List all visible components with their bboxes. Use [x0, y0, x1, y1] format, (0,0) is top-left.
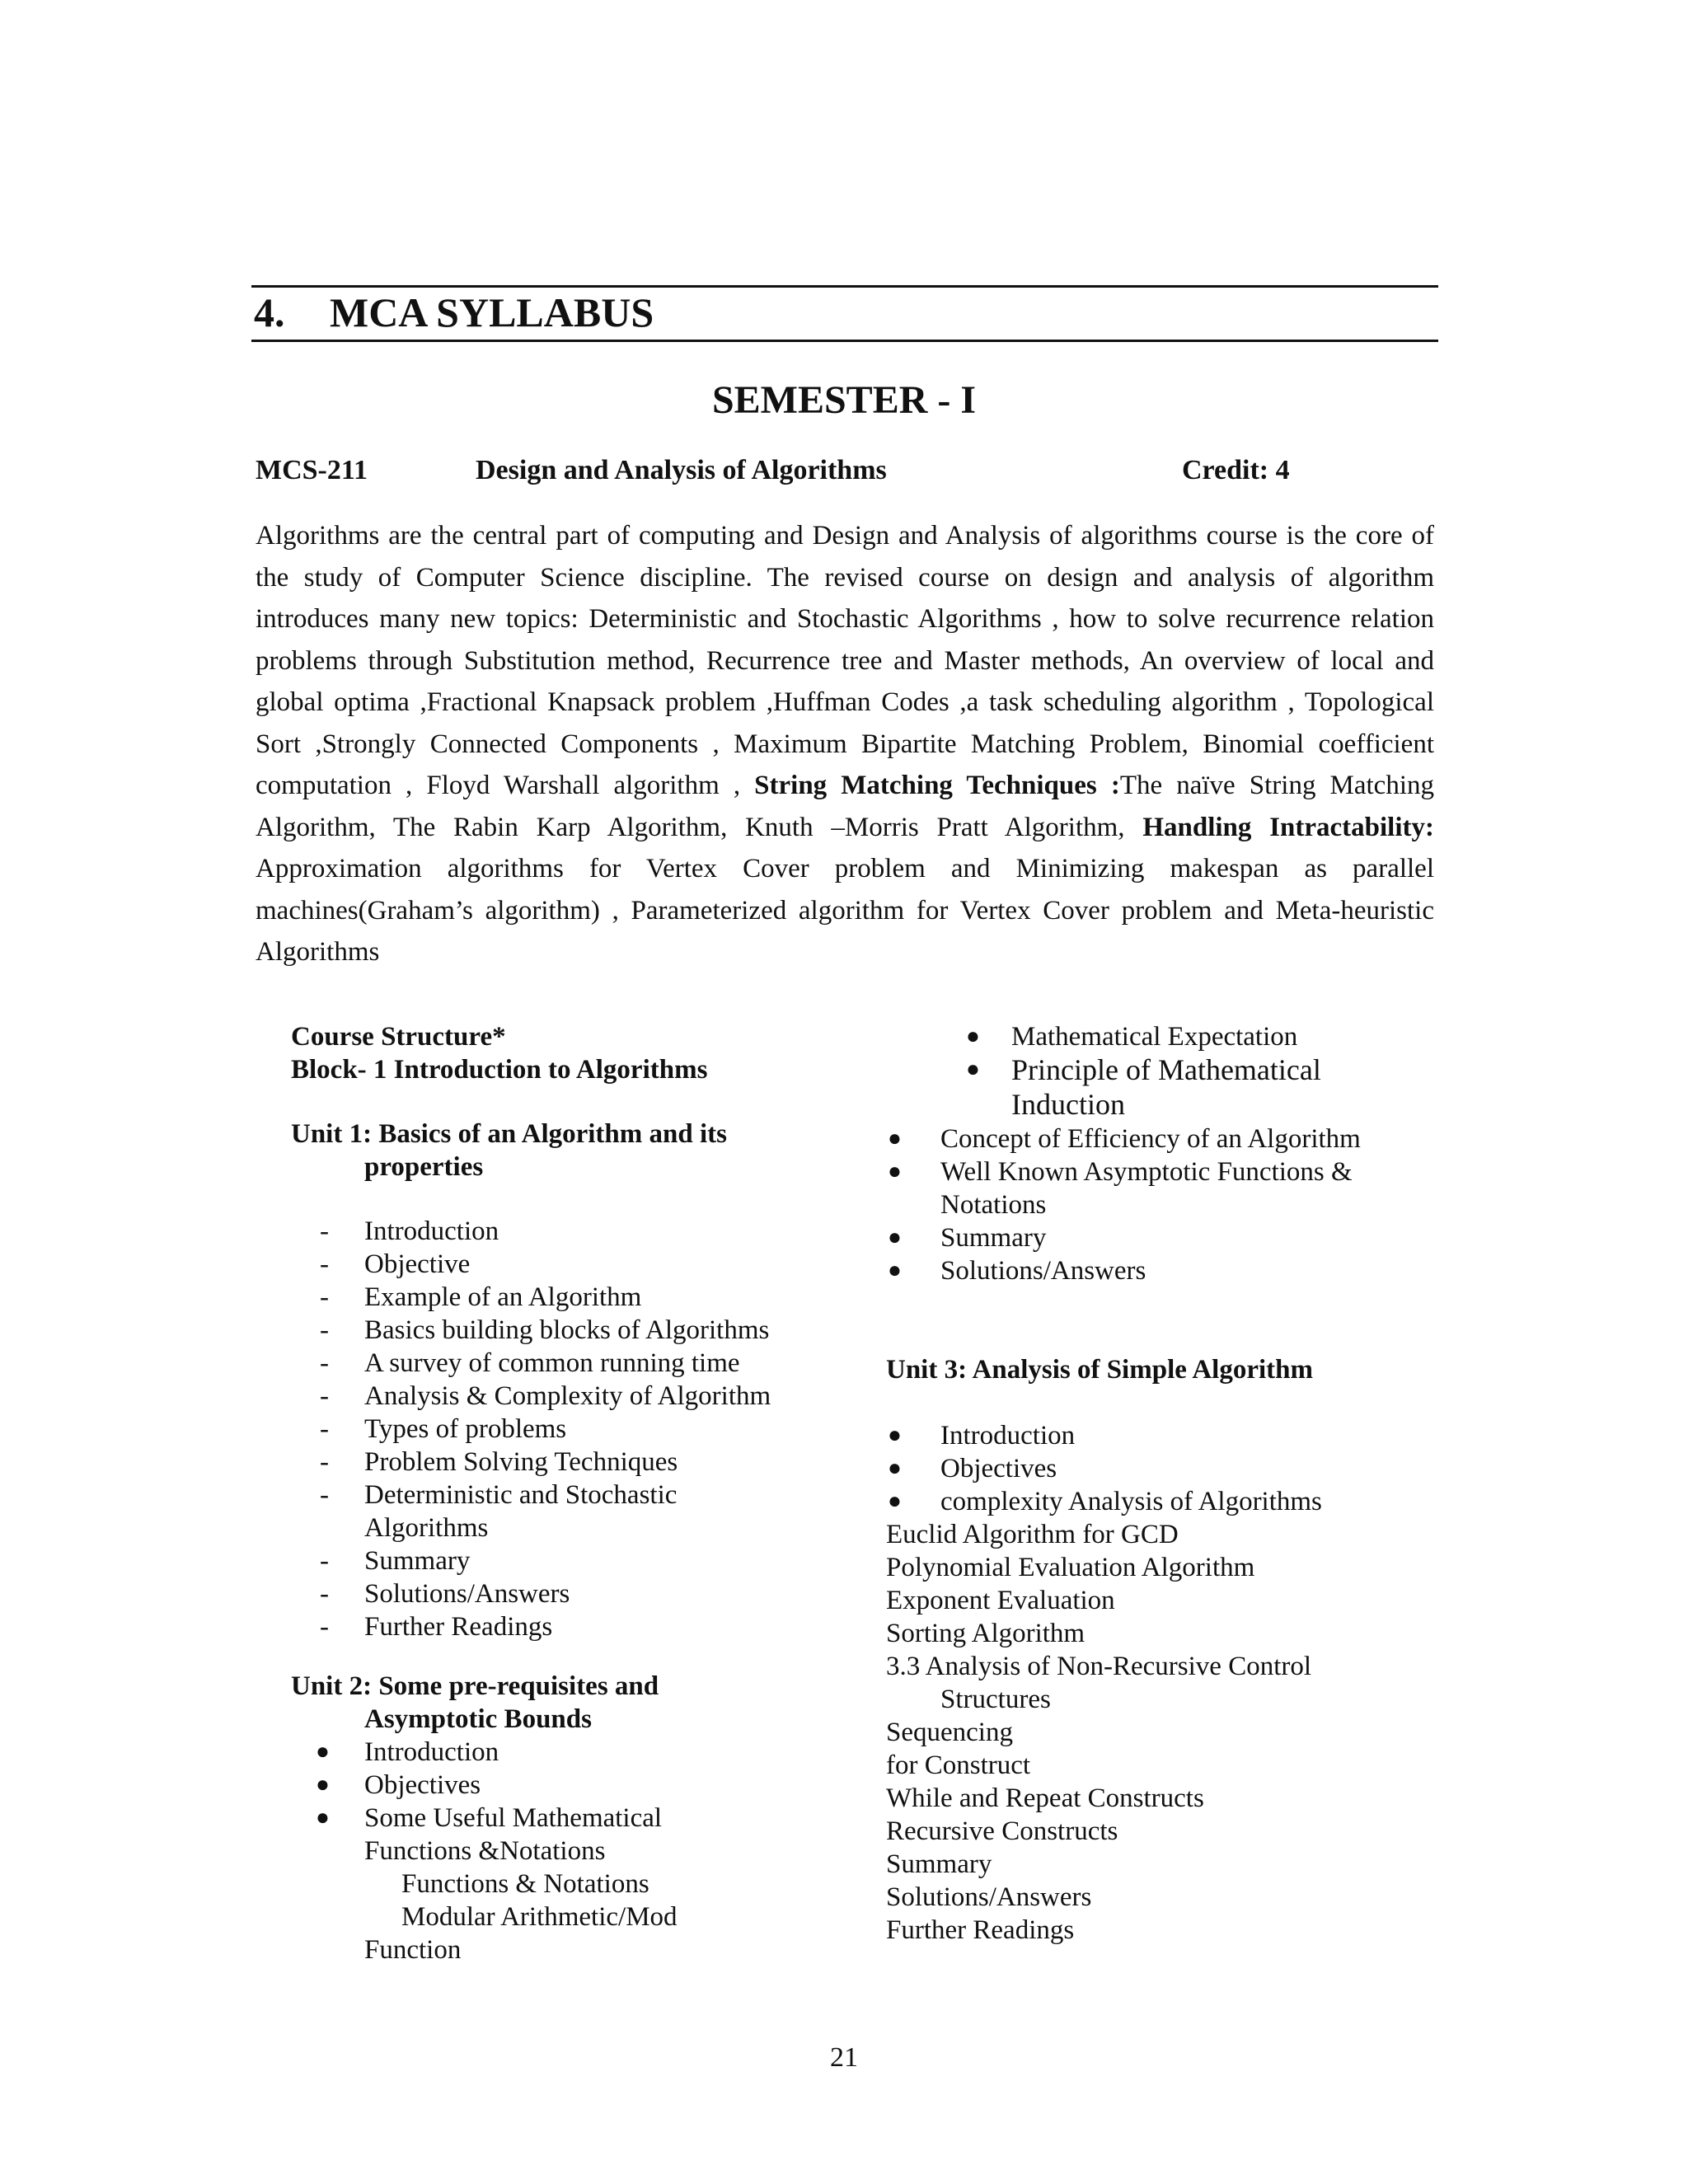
unit1-title-cont: properties: [364, 1152, 484, 1182]
bullet-icon: ●: [316, 1805, 330, 1830]
list-item-cont: Structures: [940, 1685, 1051, 1714]
page-number: 21: [830, 2042, 858, 2073]
list-item: Solutions/Answers: [886, 1882, 1092, 1912]
list-item: - A survey of common running time: [320, 1348, 740, 1378]
bullet-icon: ●: [888, 1225, 902, 1250]
list-item: ● Some Useful Mathematical: [316, 1803, 663, 1833]
list-item: Further Readings: [886, 1915, 1075, 1945]
list-item: Euclid Algorithm for GCD: [886, 1520, 1179, 1549]
list-item: ● Concept of Efficiency of an Algorithm: [888, 1124, 1361, 1154]
list-item: ● Objectives: [888, 1454, 1057, 1483]
list-item: ● Summary: [888, 1223, 1047, 1253]
bottom-rule: [251, 340, 1438, 342]
list-item: - Analysis & Complexity of Algorithm: [320, 1381, 771, 1411]
list-item: ● Well Known Asymptotic Functions &: [888, 1157, 1353, 1187]
bullet-icon: ●: [888, 1422, 902, 1448]
list-item: ● Introduction: [888, 1421, 1076, 1451]
list-item: ● Principle of Mathematical: [966, 1053, 1321, 1086]
list-item: ● complexity Analysis of Algorithms: [888, 1487, 1322, 1516]
bullet-icon: ●: [966, 1057, 980, 1082]
list-item: ● Mathematical Expectation: [966, 1022, 1298, 1052]
semester-heading: SEMESTER - I: [711, 378, 977, 422]
list-item-cont: Induction: [1011, 1088, 1125, 1121]
intro-bold-string-matching: String Matching Techniques :: [754, 771, 1120, 800]
bullet-icon: ●: [888, 1258, 902, 1283]
intro-text-3: Approximation algorithms for Vertex Cover problem and Minimizing makespan as parallel machines(Graham’s algorithm) , Parameterized algorithm for Vertex Cover problem and Meta-heuristic Algorithms: [256, 854, 1434, 967]
list-item: Sequencing: [886, 1718, 1013, 1747]
list-item: - Introduction: [320, 1216, 499, 1246]
block-title: Block- 1 Introduction to Algorithms: [291, 1055, 708, 1085]
unit2-cont-list: [886, 1020, 1430, 1287]
top-rule: [251, 285, 1438, 288]
left-column: [291, 1020, 884, 1966]
intro-text-2: The naïve String Matching Algorithm, The Rabin Karp Algorithm, Knuth –Morris Pratt Algorithm,: [256, 771, 1434, 842]
list-item: While and Repeat Constructs: [886, 1783, 1204, 1813]
section-heading: [254, 288, 654, 336]
list-item-cont: Function: [364, 1935, 462, 1965]
list-item: Recursive Constructs: [886, 1816, 1118, 1846]
list-item: for Construct: [886, 1750, 1031, 1780]
course-code: MCS-211: [256, 455, 368, 485]
list-item: - Objective: [320, 1249, 471, 1279]
list-item: - Example of an Algorithm: [320, 1282, 642, 1312]
bullet-icon: ●: [888, 1488, 902, 1514]
course-title: Design and Analysis of Algorithms: [476, 455, 887, 485]
list-item: ● Solutions/Answers: [888, 1256, 1146, 1286]
course-description: [256, 515, 1434, 973]
bullet-icon: ●: [888, 1159, 902, 1184]
list-item: ● Objectives: [316, 1770, 481, 1800]
list-item: - Solutions/Answers: [320, 1579, 570, 1609]
list-item: 3.3 Analysis of Non-Recursive Control: [886, 1652, 1312, 1681]
bullet-icon: ●: [888, 1126, 902, 1151]
list-item: - Summary: [320, 1546, 471, 1576]
unit1-list: [291, 1215, 884, 1643]
list-item: Sorting Algorithm: [886, 1619, 1085, 1648]
list-item: Exponent Evaluation: [886, 1586, 1115, 1615]
list-item: - Problem Solving Techniques: [320, 1447, 678, 1477]
course-structure-label: Course Structure*: [291, 1022, 506, 1052]
section-title: MCA SYLLABUS: [330, 289, 654, 335]
unit2-list: [291, 1736, 884, 1966]
bullet-icon: ●: [316, 1739, 330, 1765]
list-item: ● Introduction: [316, 1737, 499, 1767]
intro-bold-intractability: Handling Intractability:: [1142, 812, 1434, 842]
unit3-title: Unit 3: Analysis of Simple Algorithm: [886, 1355, 1313, 1385]
list-item: - Basics building blocks of Algorithms: [320, 1315, 770, 1345]
right-column: [886, 1020, 1430, 1947]
unit2-title: Unit 2: Some pre-requisites and: [291, 1671, 659, 1701]
course-credit: Credit: 4: [1182, 455, 1290, 485]
bullet-icon: ●: [316, 1772, 330, 1797]
list-item-cont: Algorithms: [364, 1513, 489, 1543]
list-item-sub: Modular Arithmetic/Mod: [401, 1902, 678, 1932]
list-item: Summary: [886, 1849, 992, 1879]
unit1-title: Unit 1: Basics of an Algorithm and its: [291, 1119, 727, 1149]
unit2-title-cont: Asymptotic Bounds: [364, 1704, 592, 1734]
bullet-icon: ●: [966, 1024, 980, 1049]
list-item-sub: Functions & Notations: [401, 1869, 649, 1899]
list-item: - Deterministic and Stochastic: [320, 1480, 678, 1510]
unit3-list: [886, 1419, 1430, 1947]
list-item-cont: Notations: [940, 1190, 1047, 1220]
list-item-cont: Functions &Notations: [364, 1836, 606, 1866]
intro-text-1: Algorithms are the central part of computing and Design and Analysis of algorithms course is the core of the study of Computer Science discipline. The revised course on design and analysis of algorithm introduces many new topics: Deterministic and Stochastic Algorithms , how to solve recurrence relation problems through Substitution method, Recurrence tree and Master methods, An overview of local and global optima ,Fractional Knapsack problem ,Huffman Codes ,a task scheduling algorithm , Topological Sort ,Strongly Connected Components , Maximum Bipartite Matching Problem, Binomial coefficient computation , Floyd Warshall algorithm ,: [256, 521, 1434, 800]
list-item: - Types of problems: [320, 1414, 567, 1444]
bullet-icon: ●: [888, 1455, 902, 1481]
list-item: Polynomial Evaluation Algorithm: [886, 1553, 1255, 1582]
section-number: 4.: [254, 289, 285, 335]
list-item: - Further Readings: [320, 1612, 553, 1642]
